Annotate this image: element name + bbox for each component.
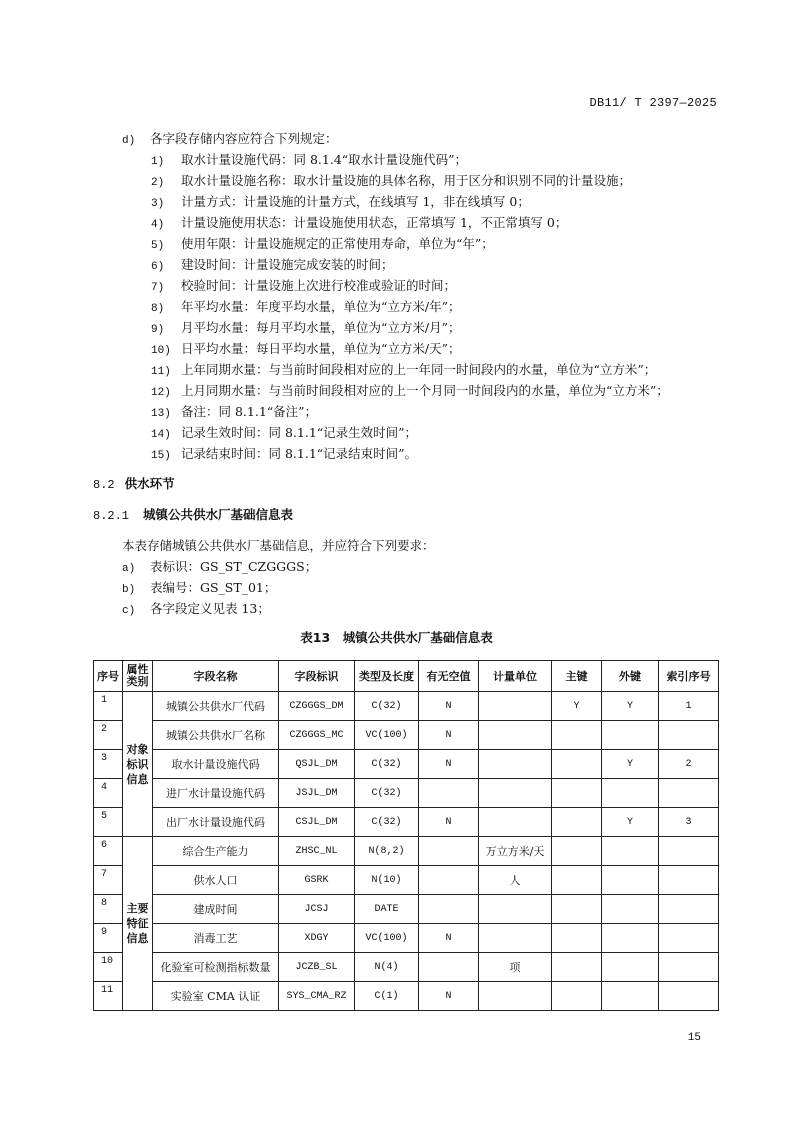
header-cell: 字段名称 bbox=[153, 661, 279, 692]
category-cell bbox=[123, 837, 153, 1011]
primary-key-cell bbox=[552, 721, 602, 750]
clause-d-item bbox=[151, 424, 417, 444]
item-text: 日平均水量：每日平均水量，单位为“立方米/天”； bbox=[181, 341, 461, 356]
type-length-cell: DATE bbox=[355, 895, 419, 924]
item-text: 计量方式：计量设施的计量方式，在线填写 1，非在线填写 0； bbox=[181, 194, 530, 209]
primary-key-cell bbox=[552, 895, 602, 924]
type-length-cell: N(10) bbox=[355, 866, 419, 895]
primary-key-cell bbox=[552, 924, 602, 953]
type-length-cell: C(32) bbox=[355, 808, 419, 837]
row-number-cell: 10 bbox=[94, 953, 123, 982]
index-cell bbox=[659, 866, 719, 895]
item-text: 取水计量设施代码：同 8.1.4“取水计量设施代码”； bbox=[181, 152, 468, 167]
nullable-cell bbox=[419, 895, 479, 924]
nullable-cell bbox=[419, 866, 479, 895]
unit-cell bbox=[479, 895, 552, 924]
field-definition-table bbox=[93, 660, 719, 1011]
field-id-cell: XDGY bbox=[279, 924, 355, 953]
unit-cell: 万立方米/天 bbox=[479, 837, 552, 866]
row-number-cell: 6 bbox=[94, 837, 123, 866]
nullable-cell: N bbox=[419, 692, 479, 721]
foreign-key-cell bbox=[602, 721, 659, 750]
type-length-cell: N(4) bbox=[355, 953, 419, 982]
item-text: 记录生效时间：同 8.1.1“记录生效时间”； bbox=[181, 425, 418, 440]
item-text: 上月同期水量：与当前时间段相对应的上一个月同一时间段内的水量，单位为“立方米”； bbox=[181, 383, 669, 398]
index-cell: 2 bbox=[659, 750, 719, 779]
foreign-key-cell bbox=[602, 866, 659, 895]
row-number-cell: 11 bbox=[94, 982, 123, 1011]
clause-d-item bbox=[151, 340, 461, 360]
table-row bbox=[94, 808, 719, 837]
table-row bbox=[94, 924, 719, 953]
clause-d-item bbox=[151, 235, 494, 255]
field-id-cell: GSRK bbox=[279, 866, 355, 895]
index-cell bbox=[659, 779, 719, 808]
clause-d-item bbox=[151, 277, 456, 297]
requirement-marker: c) bbox=[122, 605, 136, 617]
unit-cell bbox=[479, 750, 552, 779]
field-id-cell: CZGGGS_DM bbox=[279, 692, 355, 721]
table-row bbox=[94, 721, 719, 750]
section-number: 8.2 bbox=[93, 478, 115, 492]
section-heading-8-2-1 bbox=[93, 506, 293, 525]
header-cell: 序号 bbox=[94, 661, 123, 692]
foreign-key-cell bbox=[602, 953, 659, 982]
row-number-cell: 7 bbox=[94, 866, 123, 895]
nullable-cell: N bbox=[419, 721, 479, 750]
field-id-cell: ZHSC_NL bbox=[279, 837, 355, 866]
intro-paragraph: 本表存储城镇公共供水厂基础信息，并应符合下列要求： bbox=[122, 538, 435, 553]
unit-cell bbox=[479, 779, 552, 808]
section-title: 城镇公共供水厂基础信息表 bbox=[143, 507, 294, 522]
type-length-cell: C(32) bbox=[355, 779, 419, 808]
primary-key-cell bbox=[552, 750, 602, 779]
foreign-key-cell: Y bbox=[602, 750, 659, 779]
category-cell bbox=[123, 692, 153, 837]
foreign-key-cell: Y bbox=[602, 808, 659, 837]
item-text: 校验时间：计量设施上次进行校准或验证的时间； bbox=[181, 278, 457, 293]
primary-key-cell: Y bbox=[552, 692, 602, 721]
header-cell: 类型及长度 bbox=[355, 661, 419, 692]
field-id-cell: SYS_CMA_RZ bbox=[279, 982, 355, 1011]
table-row bbox=[94, 982, 719, 1011]
page-number: 15 bbox=[687, 1032, 701, 1044]
category-label-line: 主要 bbox=[126, 902, 149, 915]
clause-d-item bbox=[151, 445, 417, 465]
item-number: 1) bbox=[151, 156, 165, 168]
requirement-text: 表标识：GS_ST_CZGGGS； bbox=[150, 559, 318, 574]
header-cell: 有无空值 bbox=[419, 661, 479, 692]
requirement-c bbox=[122, 600, 270, 620]
clause-d-item bbox=[151, 151, 467, 171]
type-length-cell: C(32) bbox=[355, 692, 419, 721]
item-number: 12) bbox=[151, 387, 171, 399]
field-id-cell: QSJL_DM bbox=[279, 750, 355, 779]
index-cell bbox=[659, 953, 719, 982]
clause-d-item bbox=[151, 403, 317, 423]
table-header-row bbox=[94, 661, 719, 692]
field-name-cell: 取水计量设施代码 bbox=[153, 750, 279, 779]
clause-d bbox=[122, 130, 338, 150]
row-number-cell: 1 bbox=[94, 692, 123, 721]
field-id-cell: JSJL_DM bbox=[279, 779, 355, 808]
item-number: 15) bbox=[151, 450, 171, 462]
index-cell bbox=[659, 895, 719, 924]
field-id-cell: JCZB_SL bbox=[279, 953, 355, 982]
unit-cell bbox=[479, 982, 552, 1011]
table-row bbox=[94, 953, 719, 982]
field-name-cell: 化验室可检测指标数量 bbox=[153, 953, 279, 982]
unit-cell bbox=[479, 692, 552, 721]
category-label-line: 信息 bbox=[126, 772, 149, 786]
row-number-cell: 4 bbox=[94, 779, 123, 808]
item-text: 备注：同 8.1.1“备注”； bbox=[181, 404, 318, 419]
clause-d-intro: 各字段存储内容应符合下列规定： bbox=[150, 131, 338, 146]
primary-key-cell bbox=[552, 866, 602, 895]
field-id-cell: CSJL_DM bbox=[279, 808, 355, 837]
row-number-cell: 9 bbox=[94, 924, 123, 953]
category-label-line: 信息 bbox=[126, 932, 149, 945]
field-name-cell: 出厂水计量设施代码 bbox=[153, 808, 279, 837]
clause-d-item bbox=[151, 319, 461, 339]
item-number: 7) bbox=[151, 282, 165, 294]
field-name-cell: 实验室 CMA 认证 bbox=[153, 982, 279, 1011]
item-number: 13) bbox=[151, 408, 171, 420]
category-label-line: 对象 bbox=[126, 742, 149, 756]
item-text: 上年同期水量：与当前时间段相对应的上一年同一时间段内的水量，单位为“立方米”； bbox=[181, 362, 657, 377]
unit-cell: 项 bbox=[479, 953, 552, 982]
item-number: 8) bbox=[151, 303, 165, 315]
section-number: 8.2.1 bbox=[93, 509, 130, 523]
clause-d-item bbox=[151, 361, 656, 381]
index-cell: 3 bbox=[659, 808, 719, 837]
table-row bbox=[94, 895, 719, 924]
requirement-text: 各字段定义见表 13； bbox=[150, 601, 270, 616]
header-cell-line: 类别 bbox=[126, 675, 149, 688]
nullable-cell bbox=[419, 953, 479, 982]
item-number: 10) bbox=[151, 345, 171, 357]
type-length-cell: VC(100) bbox=[355, 721, 419, 750]
table-caption: 表13 城镇公共供水厂基础信息表 bbox=[300, 630, 493, 645]
foreign-key-cell: Y bbox=[602, 692, 659, 721]
item-number: 3) bbox=[151, 198, 165, 210]
item-number: 2) bbox=[151, 177, 165, 189]
foreign-key-cell bbox=[602, 924, 659, 953]
field-name-cell: 建成时间 bbox=[153, 895, 279, 924]
requirement-a bbox=[122, 558, 317, 578]
primary-key-cell bbox=[552, 953, 602, 982]
primary-key-cell bbox=[552, 779, 602, 808]
field-name-cell: 进厂水计量设施代码 bbox=[153, 779, 279, 808]
type-length-cell: C(1) bbox=[355, 982, 419, 1011]
clause-d-marker: d) bbox=[122, 135, 136, 147]
index-cell bbox=[659, 924, 719, 953]
requirement-b bbox=[122, 579, 276, 599]
unit-cell: 人 bbox=[479, 866, 552, 895]
clause-d-item bbox=[151, 382, 669, 402]
nullable-cell bbox=[419, 779, 479, 808]
row-number-cell: 3 bbox=[94, 750, 123, 779]
nullable-cell bbox=[419, 837, 479, 866]
category-label-line: 特征 bbox=[126, 917, 149, 930]
header-cell: 索引序号 bbox=[659, 661, 719, 692]
unit-cell bbox=[479, 721, 552, 750]
item-number: 9) bbox=[151, 324, 165, 336]
field-name-cell: 消毒工艺 bbox=[153, 924, 279, 953]
nullable-cell: N bbox=[419, 924, 479, 953]
item-text: 年平均水量：年度平均水量，单位为“立方米/年”； bbox=[181, 299, 461, 314]
table-row bbox=[94, 779, 719, 808]
nullable-cell: N bbox=[419, 750, 479, 779]
foreign-key-cell bbox=[602, 982, 659, 1011]
requirement-marker: b) bbox=[122, 584, 136, 596]
foreign-key-cell bbox=[602, 837, 659, 866]
clause-d-item bbox=[151, 193, 530, 213]
header-cell: 主键 bbox=[552, 661, 602, 692]
item-number: 11) bbox=[151, 366, 171, 378]
header-cell: 计量单位 bbox=[479, 661, 552, 692]
item-text: 计量设施使用状态：计量设施使用状态，正常填写 1，不正常填写 0； bbox=[181, 215, 568, 230]
row-number-cell: 2 bbox=[94, 721, 123, 750]
item-text: 使用年限：计量设施规定的正常使用寿命，单位为“年”； bbox=[181, 236, 494, 251]
table-row bbox=[94, 866, 719, 895]
type-length-cell: VC(100) bbox=[355, 924, 419, 953]
nullable-cell: N bbox=[419, 982, 479, 1011]
header-cell bbox=[123, 661, 153, 692]
field-name-cell: 综合生产能力 bbox=[153, 837, 279, 866]
requirement-marker: a) bbox=[122, 563, 136, 575]
category-label-line: 标识 bbox=[126, 757, 149, 771]
clause-d-item bbox=[151, 214, 567, 234]
index-cell bbox=[659, 721, 719, 750]
item-text: 记录结束时间：同 8.1.1“记录结束时间”。 bbox=[181, 446, 418, 461]
unit-cell bbox=[479, 924, 552, 953]
primary-key-cell bbox=[552, 982, 602, 1011]
index-cell bbox=[659, 837, 719, 866]
item-number: 14) bbox=[151, 429, 171, 441]
field-id-cell: CZGGGS_MC bbox=[279, 721, 355, 750]
table-row bbox=[94, 692, 719, 721]
field-name-cell: 城镇公共供水厂代码 bbox=[153, 692, 279, 721]
section-title: 供水环节 bbox=[124, 476, 175, 491]
row-number-cell: 8 bbox=[94, 895, 123, 924]
type-length-cell: N(8,2) bbox=[355, 837, 419, 866]
item-text: 建设时间：计量设施完成安装的时间； bbox=[181, 257, 394, 272]
field-id-cell: JCSJ bbox=[279, 895, 355, 924]
foreign-key-cell bbox=[602, 779, 659, 808]
item-text: 月平均水量：每月平均水量，单位为“立方米/月”； bbox=[181, 320, 461, 335]
field-name-cell: 城镇公共供水厂名称 bbox=[153, 721, 279, 750]
clause-d-item bbox=[151, 298, 461, 318]
clause-d-item bbox=[151, 256, 394, 276]
foreign-key-cell bbox=[602, 895, 659, 924]
item-text: 取水计量设施名称：取水计量设施的具体名称，用于区分和识别不同的计量设施； bbox=[181, 173, 632, 188]
clause-d-item bbox=[151, 172, 631, 192]
item-number: 4) bbox=[151, 219, 165, 231]
primary-key-cell bbox=[552, 808, 602, 837]
header-cell: 字段标识 bbox=[279, 661, 355, 692]
requirement-text: 表编号：GS_ST_01； bbox=[150, 580, 277, 595]
index-cell bbox=[659, 982, 719, 1011]
unit-cell bbox=[479, 808, 552, 837]
table-row bbox=[94, 837, 719, 866]
section-heading-8-2 bbox=[93, 475, 175, 494]
header-cell-line: 属性 bbox=[126, 663, 149, 676]
item-number: 6) bbox=[151, 261, 165, 273]
document-code: DB11/ T 2397—2025 bbox=[589, 96, 717, 110]
header-cell: 外键 bbox=[602, 661, 659, 692]
nullable-cell: N bbox=[419, 808, 479, 837]
type-length-cell: C(32) bbox=[355, 750, 419, 779]
index-cell: 1 bbox=[659, 692, 719, 721]
field-name-cell: 供水人口 bbox=[153, 866, 279, 895]
table-row bbox=[94, 750, 719, 779]
primary-key-cell bbox=[552, 837, 602, 866]
row-number-cell: 5 bbox=[94, 808, 123, 837]
item-number: 5) bbox=[151, 240, 165, 252]
